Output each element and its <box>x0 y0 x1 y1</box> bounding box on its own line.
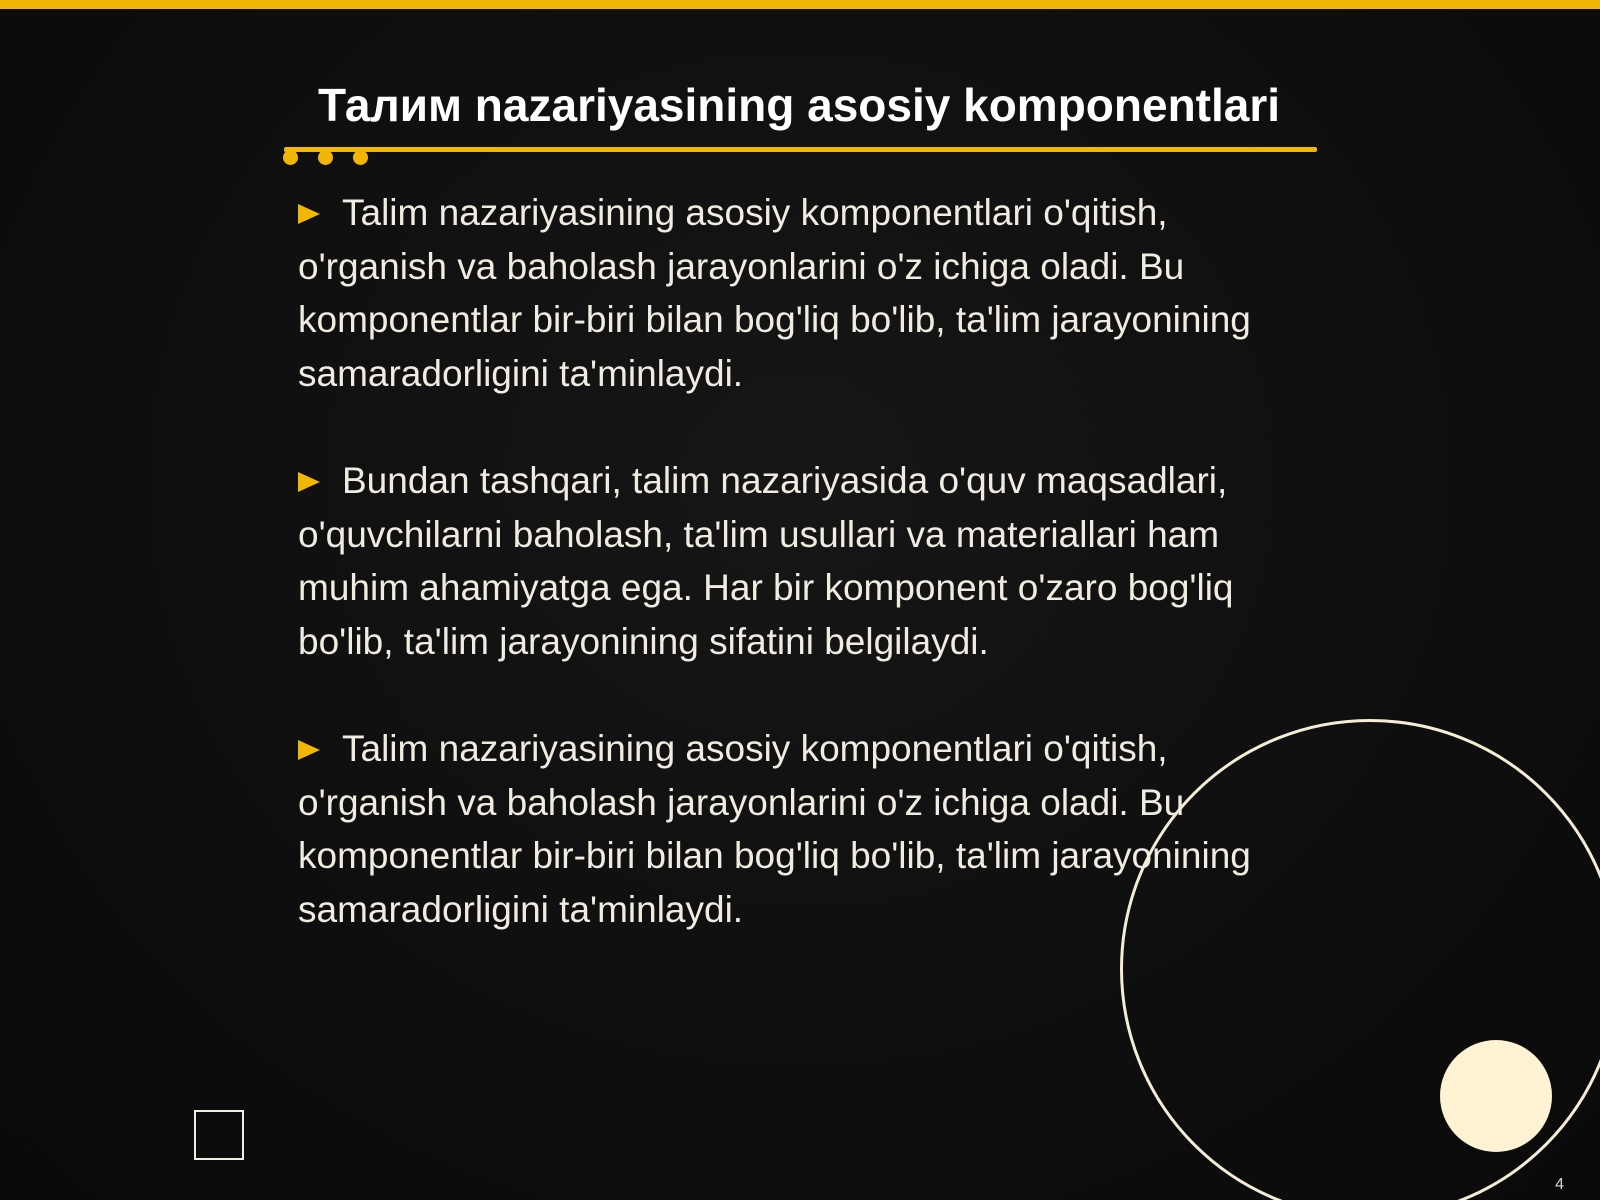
square-outline-decoration <box>194 1110 244 1160</box>
bullet-text: Talim nazariyasining asosiy komponentlari o'qitish, o'rganish va baholash jarayonlarini o'z ichiga oladi. Bu komponentlar bir-biri bilan bog'liq bo'lib, ta'lim jarayonining samaradorligini ta'minlaydi. <box>298 192 1251 394</box>
dot-decoration <box>283 150 298 165</box>
triangle-right-icon <box>298 204 320 224</box>
bullet-text: Talim nazariyasining asosiy komponentlari o'qitish, o'rganish va baholash jarayonlarini o'z ichiga oladi. Bu komponentlar bir-biri bilan bog'liq bo'lib, ta'lim jarayonining samaradorligini ta'minlaydi. <box>298 728 1251 930</box>
title-dots-decoration <box>283 150 373 168</box>
bullet-text: Bundan tashqari, talim nazariyasida o'quv maqsadlari, o'quvchilarni baholash, ta'lim usullari va materiallari ham muhim ahamiyatga ega. Har bir komponent o'zaro bog'liq bo'lib, ta'lim jarayonining sifatini belgilaydi. <box>298 460 1234 662</box>
page-number: 4 <box>1555 1176 1564 1193</box>
slide-title: Талим nazariyasining asosiy komponentlari <box>317 79 1281 131</box>
dot-decoration <box>318 150 333 165</box>
bullet-item <box>298 186 1298 400</box>
title-underline <box>284 147 1317 152</box>
filled-circle-decoration <box>1440 1040 1552 1152</box>
bullet-item <box>298 454 1298 668</box>
top-accent-bar <box>0 0 1600 9</box>
triangle-right-icon <box>298 472 320 492</box>
dot-decoration <box>353 150 368 165</box>
triangle-right-icon <box>298 740 320 760</box>
